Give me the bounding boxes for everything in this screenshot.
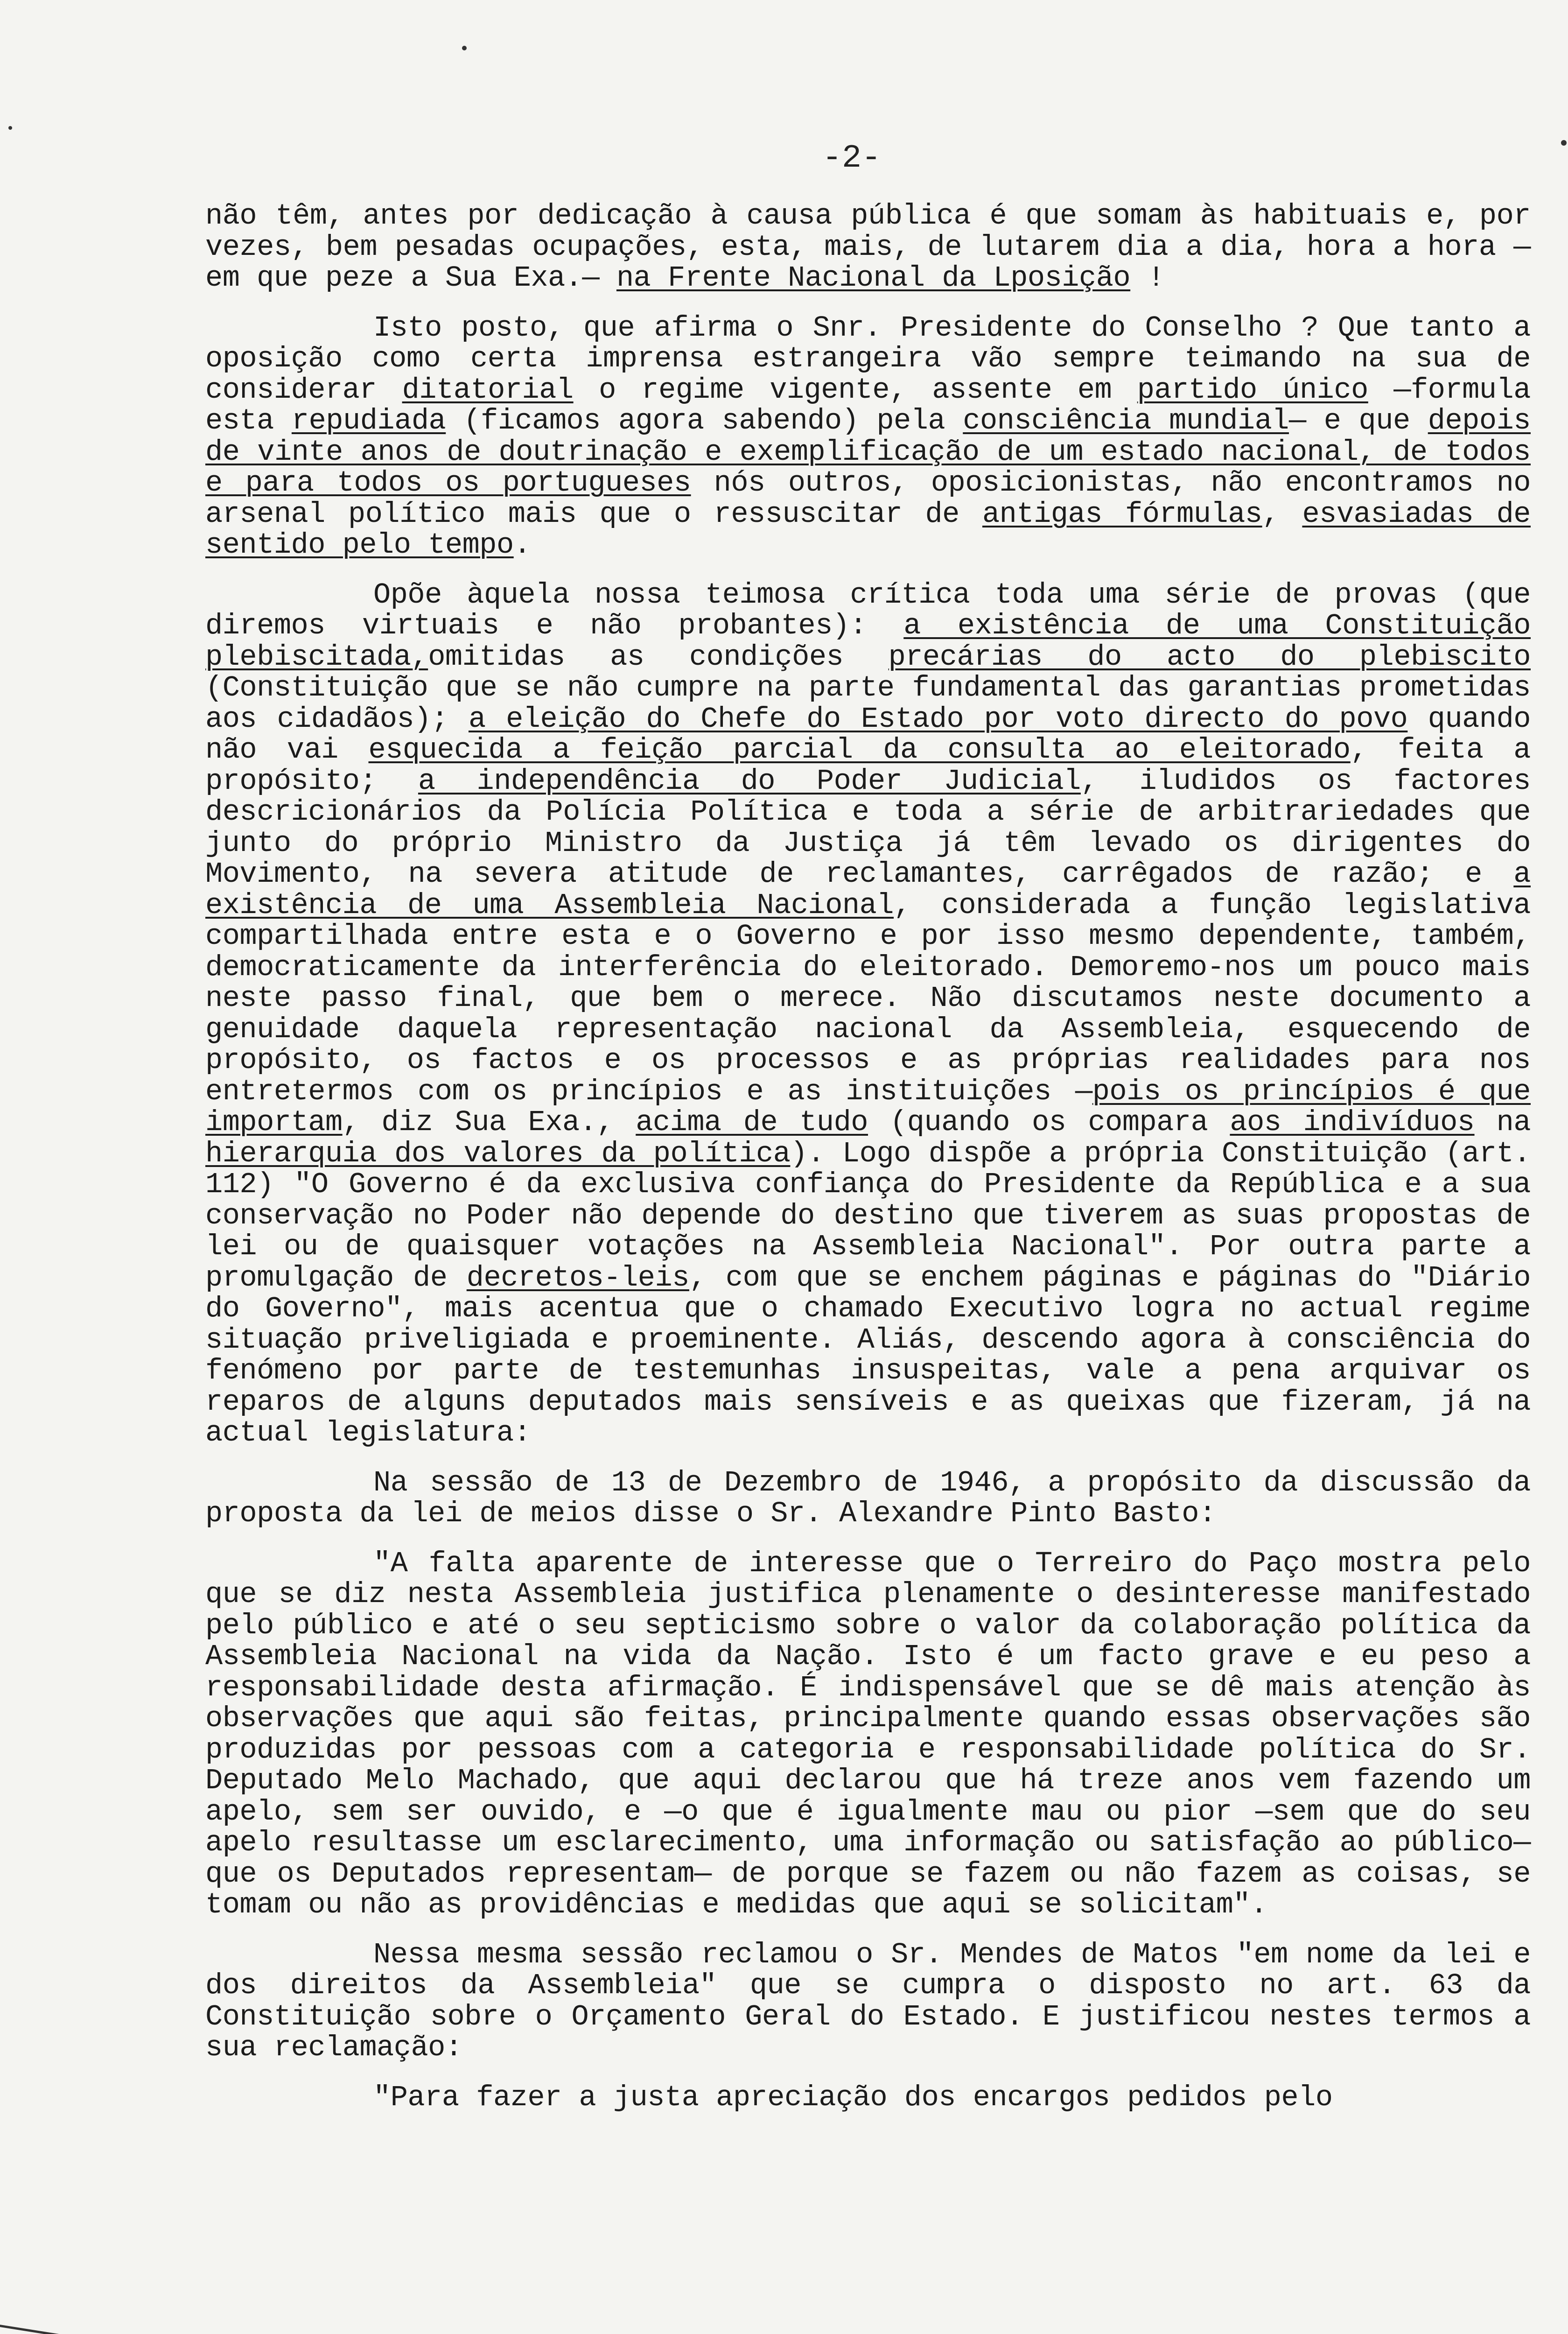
paragraph xyxy=(205,580,1531,1449)
underlined-phrase: consciência mundial xyxy=(963,404,1289,437)
underlined-phrase: precárias do acto do plebiscito xyxy=(888,640,1531,674)
text-run: , considerada a função legislativa compartilhada entre esta e o Governo e por isso mesmo dependente, também, democraticamente da interferência do eleitorado. Demoremo-nos um pouco mais neste passo final, que bem o merece. Não discutamos neste documento a genuidade daquela representação nacional da Assembleia, esquecendo de propósito, os factos e os processos e as próprias realidades para nos entretermos com os princípios e as instituições — xyxy=(205,888,1531,1108)
underlined-phrase: acima de tudo xyxy=(636,1106,868,1139)
quoted-paragraph xyxy=(205,1548,1531,1921)
underlined-phrase: repudiada xyxy=(291,404,446,437)
underlined-phrase: ditatorial xyxy=(402,373,574,407)
underlined-phrase: esvasiadas de sentido pelo tempo xyxy=(205,497,1531,562)
underlined-phrase: a independência do Poder Judicial xyxy=(418,764,1081,798)
text-run: na xyxy=(1474,1106,1531,1139)
text-run: omitidas as condições xyxy=(428,640,889,674)
underlined-phrase: aos indivíduos xyxy=(1230,1106,1475,1139)
text-run: Nessa mesma sessão reclamou o Sr. Mendes de Matos "em nome da lei e dos direitos da Assembleia" que se cumpra o disposto no art. 63 da Constituição sobre o Orçamento Geral do Estado. E justificou nestes termos a sua reclamação: xyxy=(205,1938,1531,2064)
text-run: "A falta aparente de interesse que o Terreiro do Paço mostra pelo que se diz nesta Assembleia justifica plenamente o desinteresse manifestado pelo público e até o seu septicismo sobre o valor da colaboração política da Assembleia Nacional na vida da Nação. Isto é um facto grave e eu peso a responsabilidade desta afirmação. É indispensável que se dê mais atenção às observações que aqui são feitas, principalmente quando essas observações são produzidas por pessoas com a categoria e responsabilidade política do Sr. Deputado Melo Machado, que aqui declarou que há treze anos vem fazendo um apelo, sem ser ouvido, e —o que é igualmente mau ou pior —sem que do seu apelo resultasse um esclarecimento, uma informação ou satisfação ao público— que os Deputados representam— de porque se fazem ou não fazem as coisas, se tomam ou não as providências e medidas que aqui se solicitam". xyxy=(205,1547,1531,1921)
text-run: não têm, antes por dedicação à causa pública é que somam às habituais e, por vezes, bem pesadas ocupações, esta, mais, de lutarem dia a dia, hora a hora —em que peze a Sua Exa.— xyxy=(205,199,1531,295)
underlined-phrase: decretos-leis xyxy=(466,1261,689,1294)
underlined-phrase: a eleição do Chefe do Estado por voto directo do povo xyxy=(468,702,1408,736)
text-run: . xyxy=(513,528,531,562)
text-run: o regime vigente, assente em xyxy=(573,373,1137,407)
text-run: Na sessão de 13 de Dezembro de 1946, a propósito da discussão da proposta da lei de meios disse o Sr. Alexandre Pinto Basto: xyxy=(205,1466,1531,1530)
text-run: ! xyxy=(1130,261,1165,295)
text-run: (ficamos agora sabendo) pela xyxy=(446,404,963,437)
text-run: (Constituição que se não cumpre na parte fundamental das garantias prometidas aos cidadãos); xyxy=(205,671,1531,736)
text-run: , diz Sua Exa., xyxy=(342,1106,636,1139)
page-number: -2- xyxy=(822,140,882,177)
underlined-phrase: partido único xyxy=(1137,373,1368,407)
text-run: "Para fazer a justa apreciação dos encargos pedidos pelo xyxy=(373,2081,1333,2114)
text-run: , com que se enchem páginas e páginas do "Diário do Governo", mais acentua que o chamado Executivo logra no actual regime situação priveligiada e proeminente. Aliás, descendo agora à consciência do fenómeno por parte de testemunhas insuspeitas, vale a pena arquivar os reparos de alguns deputados mais sensíveis e as queixas que fizeram, já na actual legislatura: xyxy=(205,1261,1531,1449)
underlined-phrase: depois de vinte anos de doutrinação e exemplificação de um estado nacional, de todos e para todos os portugueses xyxy=(205,404,1531,499)
paragraph xyxy=(205,1468,1531,1530)
scan-speck xyxy=(462,46,467,50)
text-run: quando não vai xyxy=(205,702,1531,766)
text-run: Isto posto, que afirma o Snr. Presidente do Conselho ? Que tanto a oposição como certa imprensa estrangeira vão sempre teimando na sua de considerar xyxy=(205,311,1531,407)
underlined-phrase: a existência de uma Constituição plebiscitada, xyxy=(205,609,1531,674)
underlined-phrase: antigas fórmulas xyxy=(982,497,1262,531)
text-run: —formula esta xyxy=(205,373,1531,437)
text-run: , xyxy=(1262,497,1302,531)
text-run: , feita a propósito; xyxy=(205,733,1531,798)
underlined-phrase: pois os princípios é que importam xyxy=(205,1075,1531,1139)
underlined-phrase: a existência de uma Assembleia Nacional xyxy=(205,858,1531,922)
text-run: , iludidos os factores descricionários da Polícia Política e toda a série de arbitrariedades que junto do próprio Ministro da Justiça já têm levado os dirigentes do Movimento, na severa atitude de reclamantes, carrêgados de razão; e xyxy=(205,764,1531,891)
text-run: Opõe àquela nossa teimosa crítica toda uma série de provas (que diremos virtuais e não probantes): xyxy=(205,578,1531,642)
underlined-phrase: hierarquia dos valores da política xyxy=(205,1137,791,1170)
text-run: (quando os compara xyxy=(868,1106,1230,1139)
paragraph xyxy=(205,201,1531,294)
document-body xyxy=(205,201,1531,2113)
text-run: ). Logo dispõe a própria Constituição (art. 112) "O Governo é da exclusiva confiança do Presidente da República e a sua conservação no Poder não depende do destino que tiverem as suas propostas de lei ou de quaisquer votações na Assembleia Nacional". Por outra parte a promulgação de xyxy=(205,1137,1531,1294)
text-run: — e que xyxy=(1289,404,1428,437)
paragraph xyxy=(205,1940,1531,2064)
page-edge-shadow xyxy=(0,2325,240,2334)
underlined-phrase: esquecida a feição parcial da consulta ao eleitorado xyxy=(368,733,1351,766)
scan-speck xyxy=(8,126,12,130)
scan-speck xyxy=(1561,140,1567,146)
text-run: nós outros, oposicionistas, não encontramos no arsenal político mais que o ressuscitar de xyxy=(205,466,1531,531)
underlined-phrase: na Frente Nacional da Lposição xyxy=(616,261,1131,295)
quoted-paragraph xyxy=(205,2082,1531,2114)
paragraph xyxy=(205,313,1531,561)
